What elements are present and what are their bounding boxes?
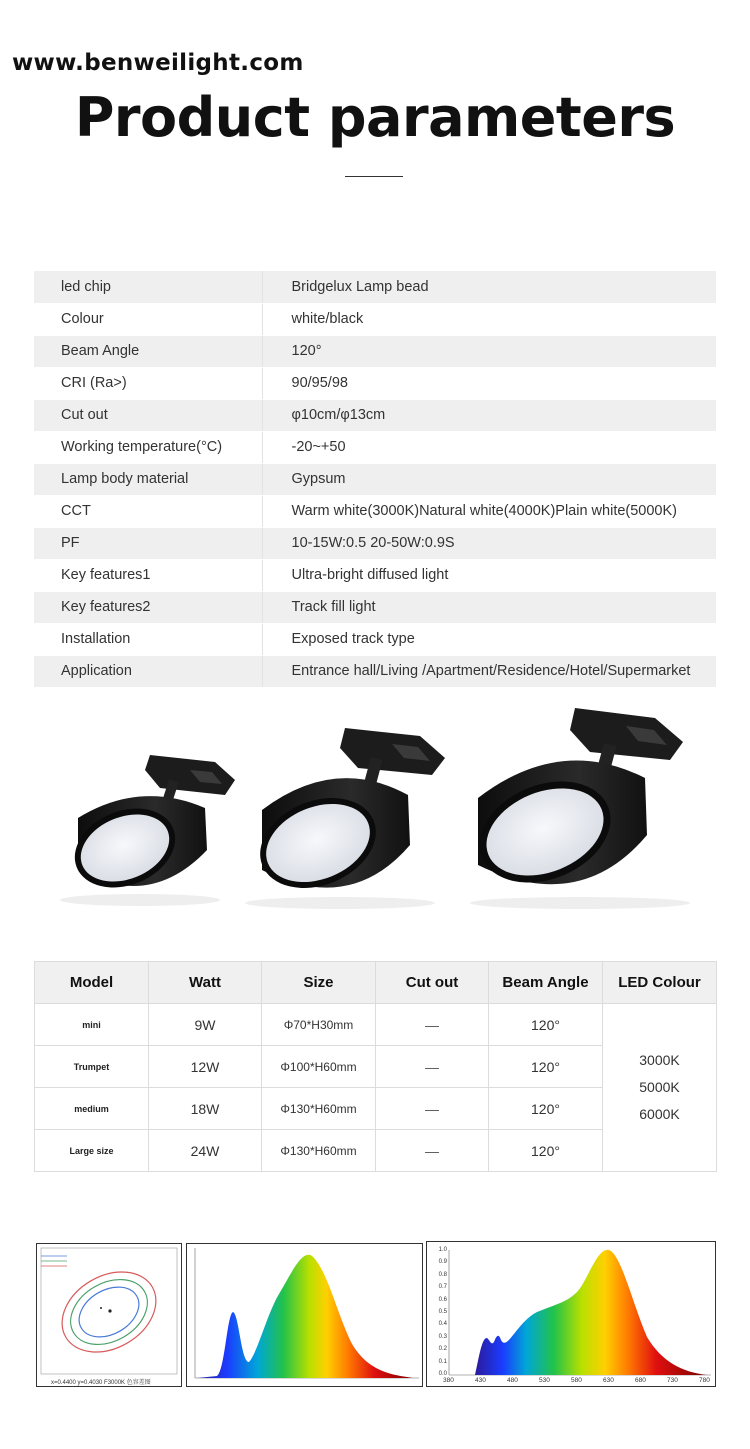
- model-row: [35, 1004, 717, 1046]
- parameter-row: [34, 271, 716, 303]
- y-tick-label: 0.1: [438, 1358, 447, 1365]
- model-size: Φ130*H60mm: [262, 1088, 376, 1130]
- parameter-value: -20~+50: [262, 431, 716, 463]
- product-images: [0, 700, 750, 925]
- model-beam-angle: 120°: [489, 1088, 603, 1130]
- model-cutout: —: [376, 1088, 489, 1130]
- model-size: Φ100*H60mm: [262, 1046, 376, 1088]
- parameter-value: Track fill light: [262, 591, 716, 623]
- y-tick-label: 0.5: [438, 1309, 447, 1315]
- spectrum-chart-relative: [426, 1241, 716, 1387]
- model-size: Φ130*H60mm: [262, 1130, 376, 1172]
- x-tick-label: 480: [507, 1377, 518, 1384]
- x-tick-label: 630: [603, 1377, 614, 1384]
- parameter-row: [34, 495, 716, 527]
- model-name: medium: [35, 1088, 149, 1130]
- parameter-label: Lamp body material: [34, 463, 262, 495]
- x-tick-label: 530: [539, 1377, 550, 1384]
- site-url[interactable]: www.benweilight.com: [12, 50, 304, 76]
- model-size: Φ70*H30mm: [262, 1004, 376, 1046]
- parameter-value: white/black: [262, 303, 716, 335]
- parameter-label: led chip: [34, 271, 262, 303]
- parameter-value: 90/95/98: [262, 367, 716, 399]
- parameter-label: Key features2: [34, 591, 262, 623]
- model-table: [34, 961, 717, 1172]
- model-cutout: —: [376, 1004, 489, 1046]
- y-tick-label: 0.8: [438, 1271, 447, 1278]
- parameter-row: [34, 335, 716, 367]
- model-table-header: Model: [35, 962, 149, 1004]
- parameter-row: [34, 399, 716, 431]
- parameter-label: Colour: [34, 303, 262, 335]
- model-beam-angle: 120°: [489, 1004, 603, 1046]
- parameter-row: [34, 623, 716, 655]
- parameter-label: CRI (Ra>): [34, 367, 262, 399]
- parameters-table: [34, 271, 716, 688]
- parameter-value: 10-15W:0.5 20-50W:0.9S: [262, 527, 716, 559]
- parameter-row: [34, 655, 716, 687]
- model-name: mini: [35, 1004, 149, 1046]
- spectrum-chart-3000k: [186, 1243, 423, 1387]
- parameter-value: Warm white(3000K)Natural white(4000K)Plain white(5000K): [262, 495, 716, 527]
- model-watt: 9W: [149, 1004, 262, 1046]
- parameter-row: [34, 591, 716, 623]
- parameter-row: [34, 463, 716, 495]
- parameter-label: Working temperature(°C): [34, 431, 262, 463]
- spectrum-y-ticks: [429, 1247, 447, 1375]
- y-tick-label: 0.6: [438, 1296, 447, 1303]
- model-watt: 12W: [149, 1046, 262, 1088]
- y-tick-label: 0.4: [438, 1321, 447, 1328]
- page-title: Product parameters: [74, 86, 676, 149]
- parameter-value: Bridgelux Lamp bead: [262, 271, 716, 303]
- parameter-label: CCT: [34, 495, 262, 527]
- parameter-row: [34, 431, 716, 463]
- model-watt: 18W: [149, 1088, 262, 1130]
- x-tick-label: 430: [475, 1377, 486, 1384]
- led-colour-value: 5000K: [639, 1079, 680, 1095]
- parameter-label: Key features1: [34, 559, 262, 591]
- model-beam-angle: 120°: [489, 1130, 603, 1172]
- led-colour-cell: [603, 1004, 717, 1172]
- model-table-header: Beam Angle: [489, 962, 603, 1004]
- model-table-header: Cut out: [376, 962, 489, 1004]
- parameter-label: Application: [34, 655, 262, 687]
- parameter-row: [34, 303, 716, 335]
- parameter-value: 120°: [262, 335, 716, 367]
- x-tick-label: 380: [443, 1377, 454, 1384]
- lamp-large-image: [464, 708, 690, 909]
- y-tick-label: 0.9: [438, 1259, 447, 1266]
- parameter-value: Gypsum: [262, 463, 716, 495]
- model-cutout: —: [376, 1130, 489, 1172]
- model-name: Large size: [35, 1130, 149, 1172]
- y-tick-label: 0.7: [438, 1284, 447, 1291]
- model-table-header: Size: [262, 962, 376, 1004]
- parameter-label: PF: [34, 527, 262, 559]
- parameter-label: Installation: [34, 623, 262, 655]
- title-divider: [345, 176, 403, 177]
- model-name: Trumpet: [35, 1046, 149, 1088]
- parameter-value: Ultra-bright diffused light: [262, 559, 716, 591]
- parameter-value: φ10cm/φ13cm: [262, 399, 716, 431]
- parameter-value: Exposed track type: [262, 623, 716, 655]
- parameter-row: [34, 559, 716, 591]
- spectrum-x-ticks: [443, 1377, 711, 1387]
- lamp-small-image: [60, 755, 235, 906]
- led-colour-value: 3000K: [639, 1052, 680, 1068]
- parameter-row: [34, 367, 716, 399]
- y-tick-label: 0.2: [438, 1346, 447, 1353]
- parameter-label: Cut out: [34, 399, 262, 431]
- x-tick-label: 580: [571, 1377, 582, 1384]
- y-tick-label: 0.0: [438, 1371, 447, 1377]
- parameter-value: Entrance hall/Living /Apartment/Residence/Hotel/Supermarket: [262, 655, 716, 687]
- parameter-row: [34, 527, 716, 559]
- model-beam-angle: 120°: [489, 1046, 603, 1088]
- model-watt: 24W: [149, 1130, 262, 1172]
- x-tick-label: 780: [699, 1377, 710, 1384]
- lamp-medium-image: [245, 728, 445, 909]
- parameter-label: Beam Angle: [34, 335, 262, 367]
- model-table-header: LED Colour: [603, 962, 717, 1004]
- model-table-header: Watt: [149, 962, 262, 1004]
- chromaticity-chart: [36, 1243, 182, 1387]
- x-tick-label: 680: [635, 1377, 646, 1384]
- led-colour-value: 6000K: [639, 1106, 680, 1122]
- y-tick-label: 0.3: [438, 1333, 447, 1340]
- x-tick-label: 730: [667, 1377, 678, 1384]
- model-cutout: —: [376, 1046, 489, 1088]
- chromaticity-caption: x=0.4400 y=0.4030 F3000K 色容差图: [51, 1380, 151, 1386]
- y-tick-label: 1.0: [438, 1247, 447, 1253]
